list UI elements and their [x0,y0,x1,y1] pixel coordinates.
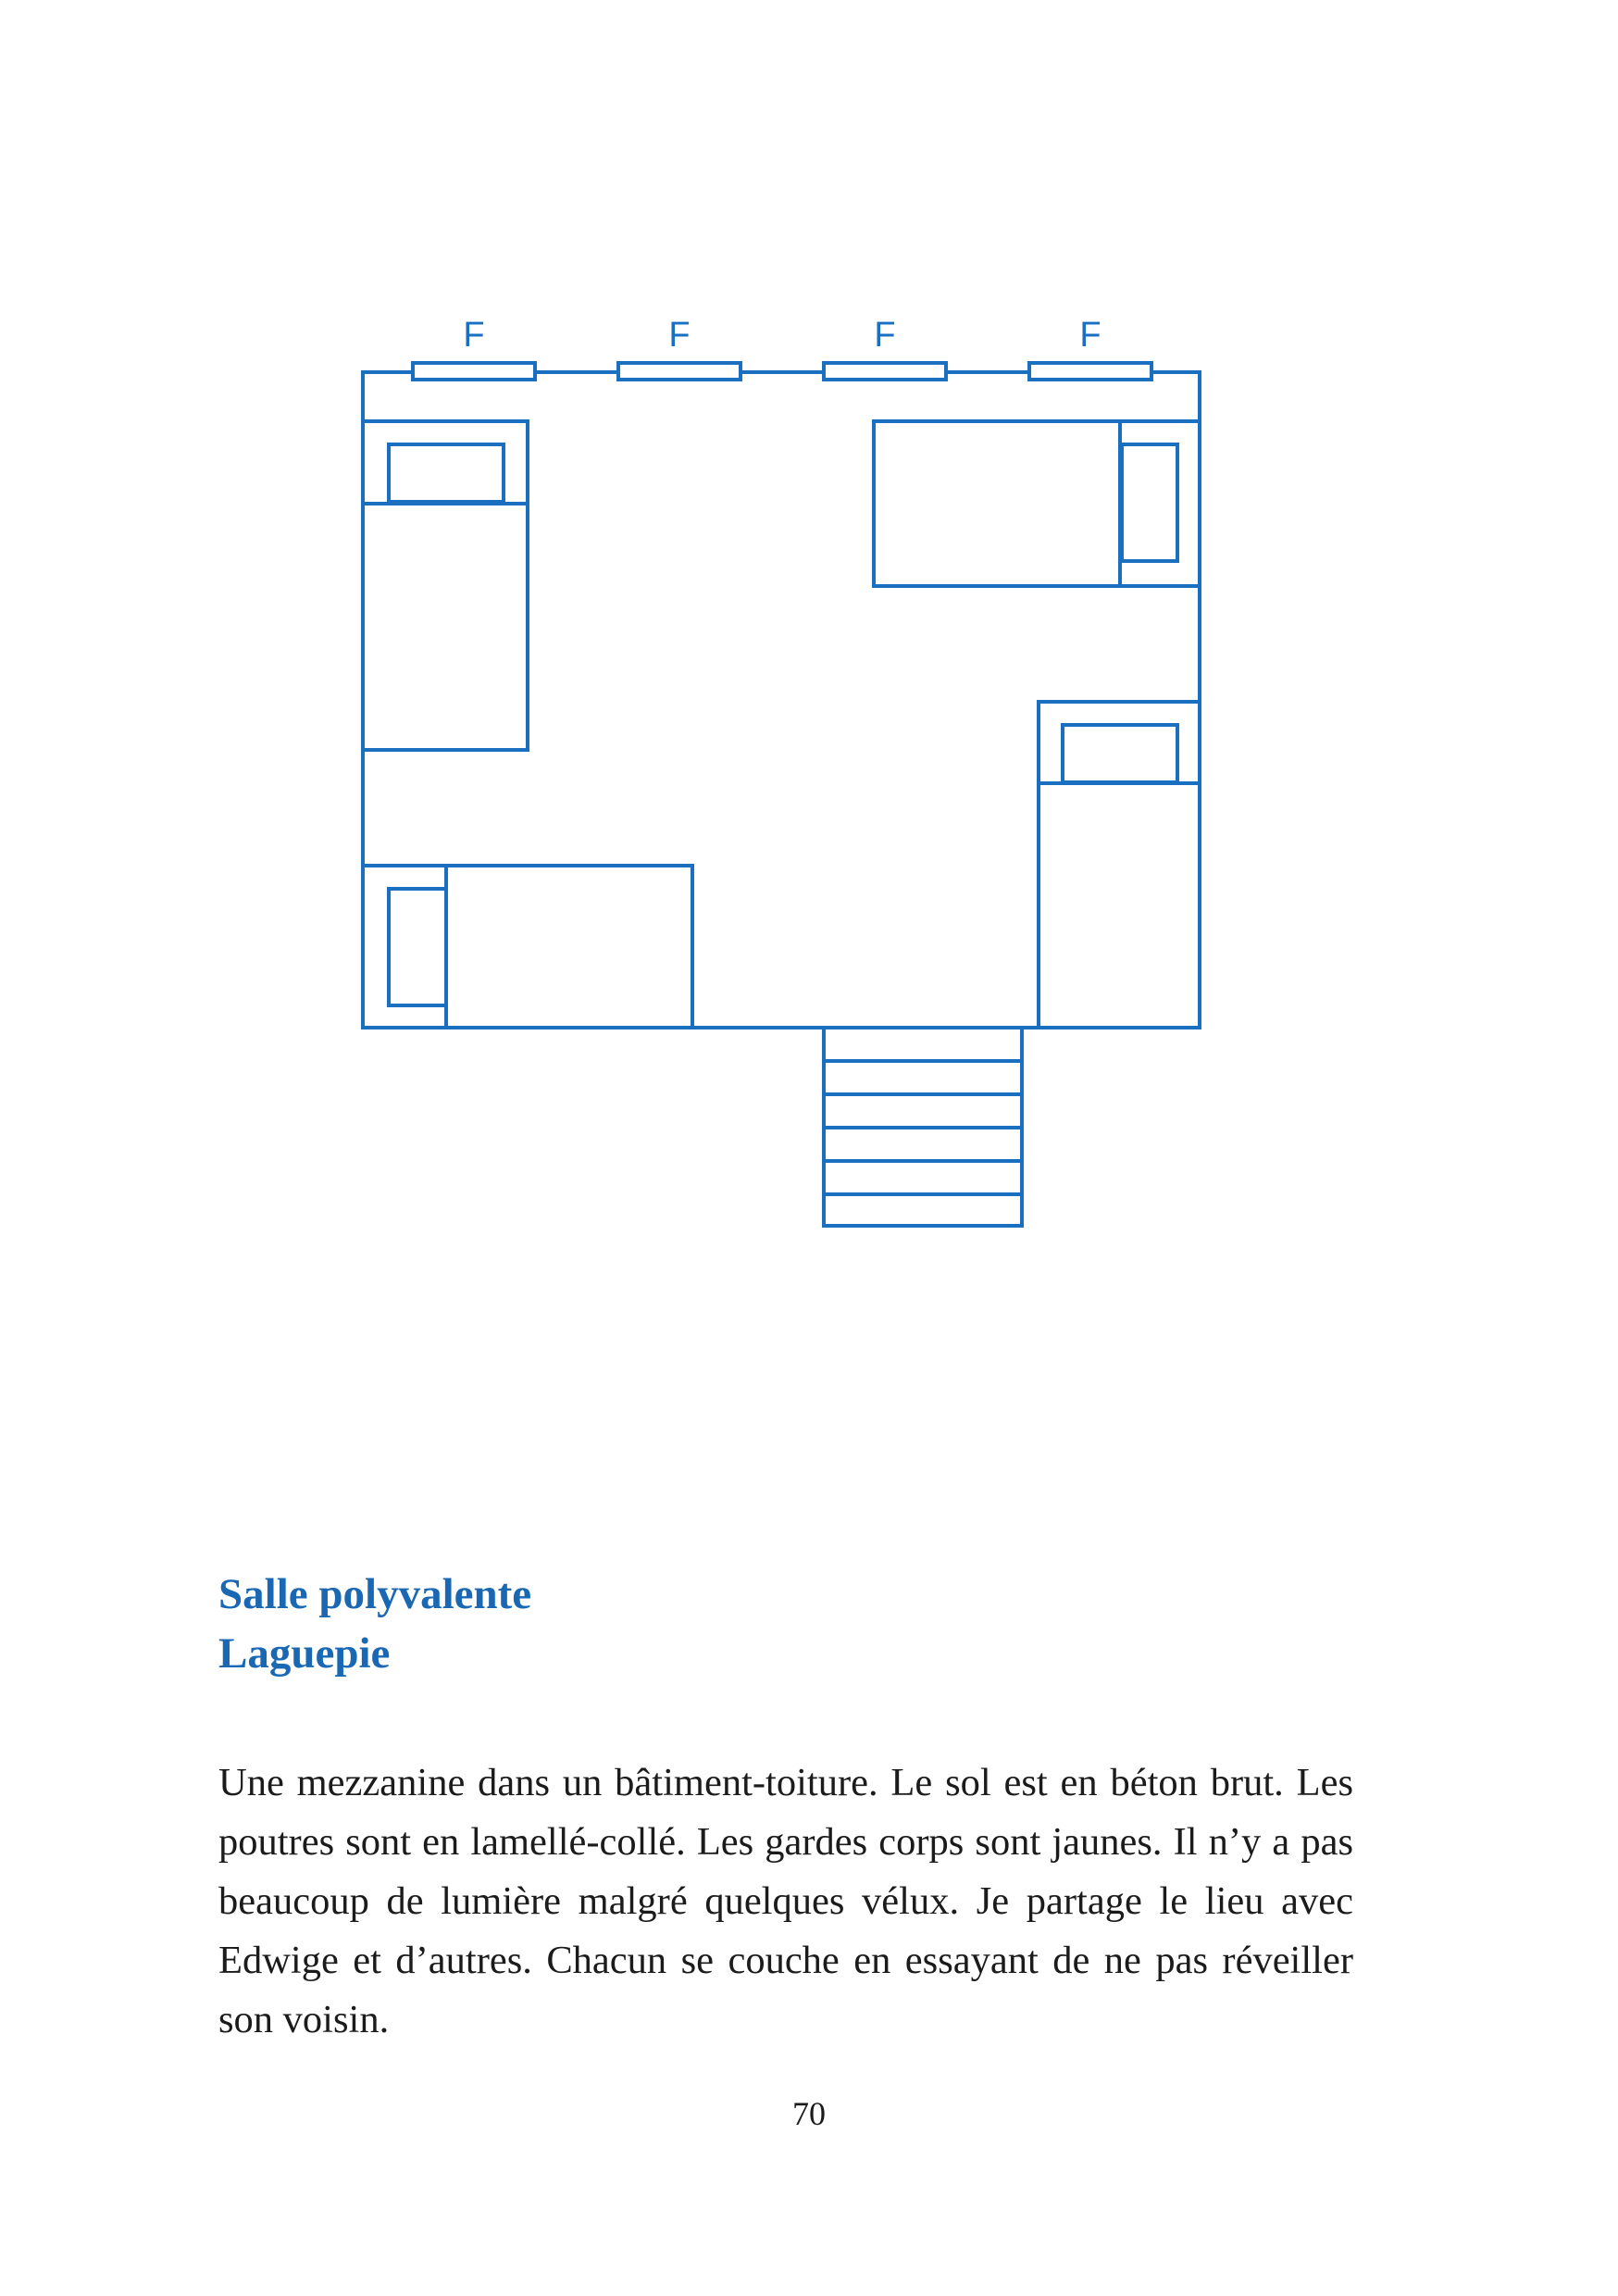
window-4 [1029,363,1151,380]
bed-top-right [874,421,1200,586]
pillow [1122,444,1177,561]
window-1 [413,363,535,380]
section-title [218,1565,531,1683]
page-number: 70 [792,2095,826,2132]
title-line-2: Laguepie [218,1629,391,1678]
bed-right-middle [1039,702,1200,1028]
body-paragraph: Une mezzanine dans un bâtiment-toiture. Le sol est en béton brut. Les poutres sont en lamellé-collé. Les gardes corps sont jaunes. Il n’y a pas beaucoup de lumière malgré quelques vélux. Je partage le lieu avec Edwige et d’autres. Chacun se couche en essayant de ne pas réveiller son voisin. [218,1761,1353,2041]
window-2 [618,363,741,380]
title-line-1: Salle polyvalente [218,1570,532,1618]
pillow [1063,725,1177,782]
window-label: F [668,316,691,355]
window-label: F [874,316,896,355]
pillow [389,444,504,502]
pillow [389,889,446,1005]
window-label: F [1079,316,1101,355]
window-label: F [463,316,485,355]
bed-bottom-left [363,866,692,1028]
bed-top-left [363,421,528,750]
staircase [824,1028,1022,1226]
window-3 [824,363,946,380]
